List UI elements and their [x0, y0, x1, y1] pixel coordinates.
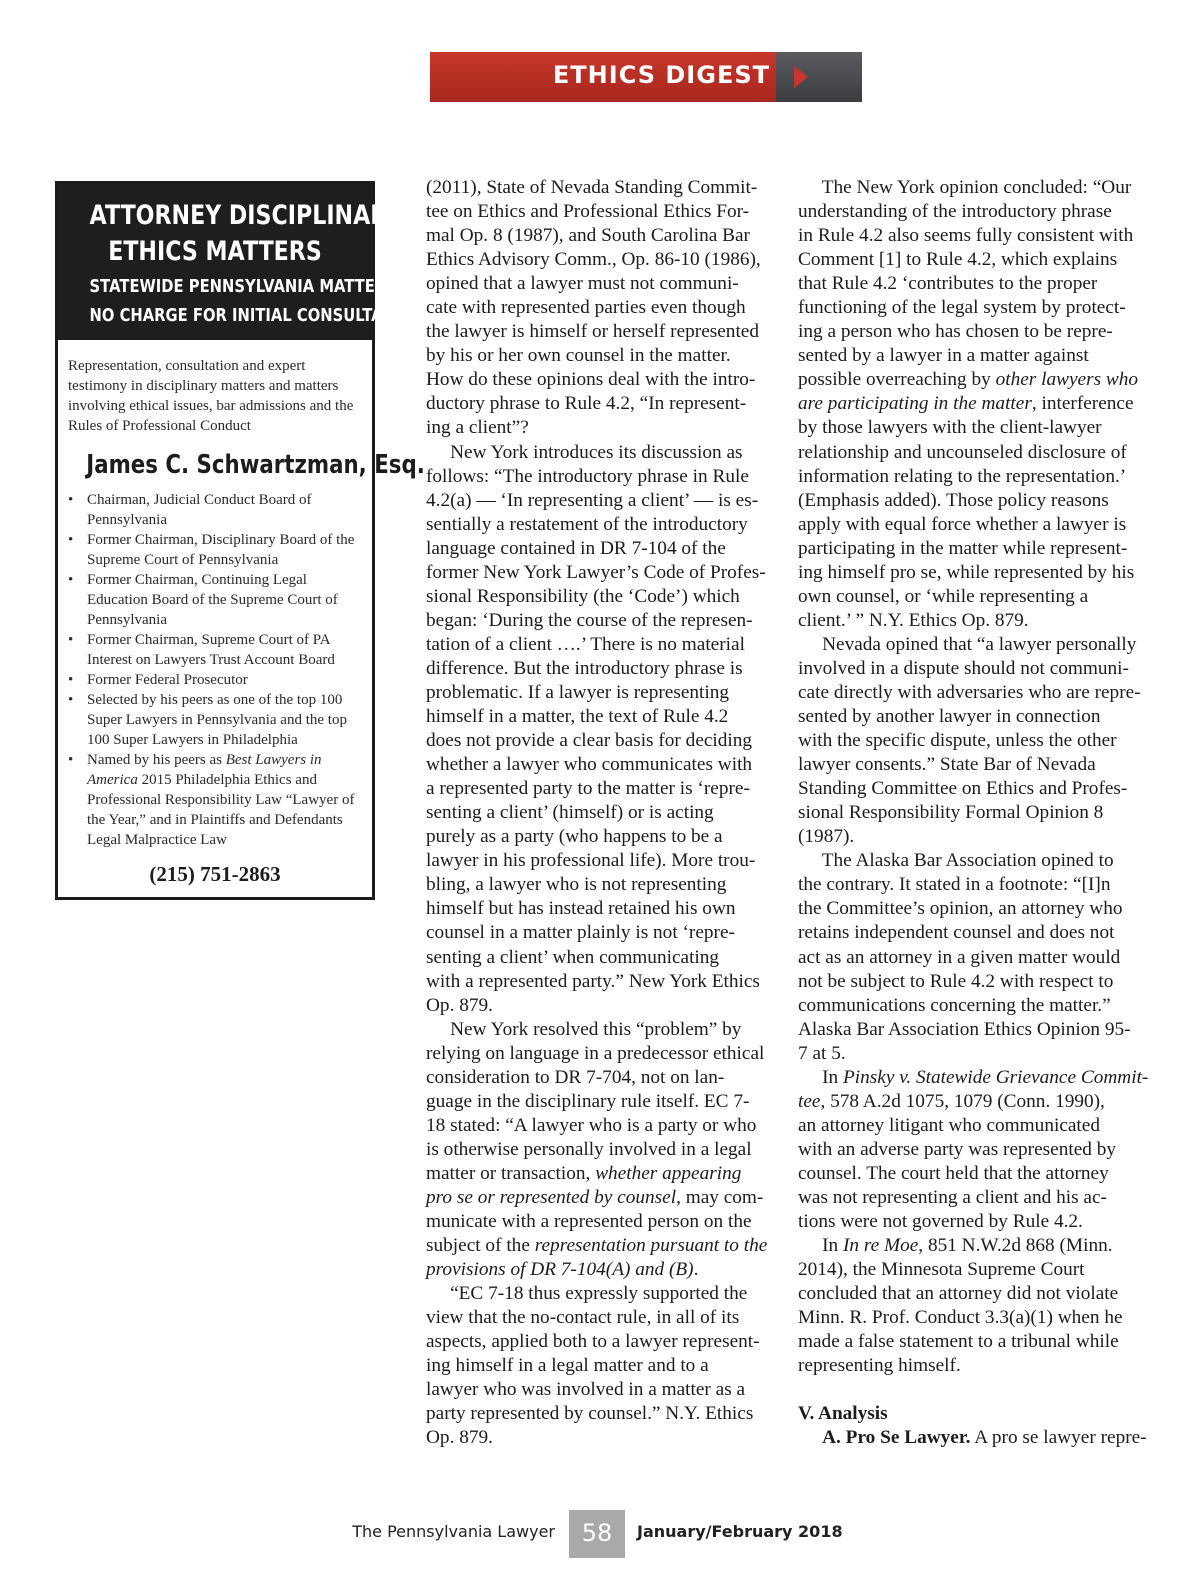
article-text: In [798, 1066, 843, 1088]
article-text: a represented party to the matter is ‘repre- [426, 778, 750, 800]
article-text: with the specific dispute, unless the other [798, 730, 1117, 752]
credential-item: • Former Chairman, Continuing Legal Education Board of the Supreme Court of Pennsylvania [68, 570, 364, 630]
article-text: Op. 879. [426, 994, 493, 1016]
article-line [798, 1018, 1140, 1042]
article-line [798, 777, 1140, 801]
article-text: follows: “The introductory phrase in Rule [426, 465, 749, 487]
article-line [426, 873, 764, 897]
article-text: Minn. R. Prof. Conduct 3.3(a)(1) when he [798, 1307, 1123, 1329]
article-line [426, 633, 764, 657]
article-line [798, 1090, 1140, 1114]
article-line [798, 873, 1140, 897]
article-text: Nevada opined that “a lawyer personally [798, 633, 1137, 655]
article-line [798, 537, 1140, 561]
article-text: apply with equal force whether a lawyer is [798, 513, 1127, 535]
article-text: matter or transaction, [426, 1162, 596, 1184]
credential-text: 2015 Philadelphia Ethics and Professional Responsibility Law “Lawyer of the Year,” and in Plaintiffs and Defendants Legal Malpractice Law [87, 772, 355, 848]
article-line [798, 657, 1140, 681]
article-text: How do these opinions deal with the intro- [426, 369, 756, 391]
article-text: . [693, 1259, 699, 1281]
article-line [798, 368, 1140, 392]
article-line [798, 513, 1140, 537]
article-text: sional Responsibility (the ‘Code’) which [426, 585, 740, 607]
article-text: cate directly with adversaries who are repre- [798, 681, 1141, 703]
article-text: sional Responsibility Formal Opinion 8 [798, 802, 1104, 824]
article-text: “EC 7-18 thus expressly supported the [426, 1283, 748, 1305]
article-text: understanding of the introductory phrase [798, 201, 1112, 223]
article-line [426, 296, 764, 320]
article-line [426, 585, 764, 609]
article-text: in Rule 4.2 also seems fully consistent with [798, 225, 1134, 247]
article-text: language contained in DR 7-104 of the [426, 537, 726, 559]
article-line [426, 1426, 764, 1450]
article-text: involved in a dispute should not communi- [798, 657, 1129, 679]
article-line [426, 537, 764, 561]
article-text: relationship and uncounseled disclosure of [798, 441, 1127, 463]
article-line [426, 200, 764, 224]
article-text: tee on Ethics and Professional Ethics For- [426, 201, 750, 223]
article-text: participating in the matter while represent- [798, 537, 1128, 559]
arrow-right-icon [794, 66, 808, 88]
article-text: ductory phrase to Rule 4.2, “In represent- [426, 393, 747, 415]
article-text: mal Op. 8 (1987), and South Carolina Bar [426, 225, 750, 247]
article-line [426, 465, 764, 489]
article-text: act as an attorney in a given matter would [798, 946, 1121, 968]
article-text: The New York opinion concluded: “Our [798, 177, 1132, 198]
article-line [798, 344, 1140, 368]
article-line [798, 1138, 1140, 1162]
article-text: information relating to the representation.’ [798, 465, 1127, 487]
article-text: problematic. If a lawyer is representing [426, 681, 730, 703]
article-text: , interference [1031, 393, 1134, 415]
article-line [426, 248, 764, 272]
article-text: ing a person who has chosen to be repre- [798, 321, 1113, 343]
article-text: functioning of the legal system by protect- [798, 297, 1126, 319]
article-line [798, 296, 1140, 320]
credential-italic: Best Lawyers in America [87, 752, 322, 788]
credential-item: • Selected by his peers as one of the top 100 Super Lawyers in Pennsylvania and the top 100 Super Lawyers in Philadelphia [68, 690, 364, 750]
article-line [798, 1210, 1140, 1234]
article-line [426, 368, 764, 392]
subsection-line [798, 1426, 1147, 1450]
article-line [798, 801, 1140, 825]
article-line [426, 705, 764, 729]
article-text: , may com- [676, 1186, 764, 1208]
ad-subheadline-2: NO CHARGE FOR INITIAL CONSULTATION [89, 305, 422, 326]
article-text: 18 stated: “A lawyer who is a party or who [426, 1114, 757, 1136]
article-text: New York introduces its discussion as [426, 441, 743, 463]
article-text: concluded that an attorney did not violate [798, 1283, 1119, 1305]
article-line [798, 1258, 1140, 1282]
article-text: Standing Committee on Ethics and Profes- [798, 778, 1128, 800]
article-line [798, 946, 1140, 970]
article-line [426, 729, 764, 753]
article-line [798, 1330, 1140, 1354]
ad-intro: Representation, consultation and expert testimony in disciplinary matters and matters involving ethical issues, bar admissions and the Rules of Professional Conduct [68, 358, 354, 434]
article-line [426, 1018, 764, 1042]
article-line [426, 970, 764, 994]
article-text: cate with represented parties even though [426, 297, 746, 319]
italic-text: provisions of DR 7-104(A) and (B) [426, 1259, 694, 1281]
article-text: former New York Lawyer’s Code of Profes- [426, 561, 766, 583]
article-text: with a represented party.” New York Ethics [426, 970, 760, 992]
italic-text: other lawyers who [995, 369, 1139, 391]
article-text: In [798, 1235, 843, 1257]
italic-text: Pinsky v. Statewide Grievance Commit- [842, 1066, 1149, 1088]
article-line [426, 344, 764, 368]
credential-item [68, 750, 364, 850]
article-text: bling, a lawyer who is not representing [426, 874, 727, 896]
article-text: senting a client’ (himself) or is acting [426, 802, 714, 824]
article-line [798, 561, 1140, 585]
issue-date: January/February 2018 [637, 1522, 843, 1541]
page-footer [0, 1510, 1200, 1558]
article-line [426, 176, 764, 200]
indent [798, 1427, 822, 1448]
article-line [426, 946, 764, 970]
article-line [798, 416, 1140, 440]
article-text: does not provide a clear basis for deciding [426, 730, 753, 752]
ad-headline-1: ATTORNEY DISCIPLINARY / [89, 200, 418, 231]
article-text: Comment [1] to Rule 4.2, which explains [798, 249, 1118, 271]
article-text: tation of a client ….’ There is no material [426, 633, 745, 655]
article-text: himself in a matter, the text of Rule 4.2 [426, 706, 729, 728]
article-line [426, 320, 764, 344]
section-heading: V. Analysis [798, 1403, 888, 1425]
attorney-advertisement [55, 181, 425, 900]
article-text: ing a client”? [426, 417, 529, 439]
article-text: Alaska Bar Association Ethics Opinion 95- [798, 1018, 1131, 1040]
article-line [798, 320, 1140, 344]
article-line [798, 729, 1140, 753]
article-text: 7 at 5. [798, 1042, 846, 1064]
article-line [426, 609, 764, 633]
article-line [798, 825, 1140, 849]
article-line [426, 1066, 764, 1090]
article-text: possible overreaching by [798, 369, 996, 391]
article-line [426, 1402, 764, 1426]
article-text: by those lawyers with the client-lawyer [798, 417, 1102, 439]
article-text: senting a client’ when communicating [426, 946, 720, 968]
article-text: own counsel, or ‘while representing a [798, 585, 1089, 607]
italic-text: representation pursuant to the [534, 1235, 768, 1257]
article-line [426, 489, 764, 513]
article-text: party represented by counsel.” N.Y. Ethics [426, 1403, 754, 1425]
article-text: The Alaska Bar Association opined to [798, 850, 1114, 872]
article-text: consideration to DR 7-704, not on lan- [426, 1066, 725, 1088]
article-line [798, 392, 1140, 416]
section-title: ETHICS DIGEST [552, 61, 770, 89]
article-text: whether a lawyer who communicates with [426, 754, 753, 776]
article-text: lawyer in his professional life). More trou- [426, 850, 756, 872]
article-text: Ethics Advisory Comm., Op. 86-10 (1986), [426, 249, 761, 271]
article-text: lawyer consents.” State Bar of Nevada [798, 754, 1096, 776]
article-line [426, 849, 764, 873]
article-line [798, 970, 1140, 994]
article-line [798, 1114, 1140, 1138]
article-line [798, 633, 1140, 657]
credentials-list [68, 490, 364, 850]
article-text: , 578 A.2d 1075, 1079 (Conn. 1990), [820, 1090, 1105, 1112]
article-text: was not representing a client and his ac- [798, 1186, 1107, 1208]
article-line [426, 416, 764, 440]
ad-headline-2: ETHICS MATTERS [108, 236, 322, 267]
article-line [798, 994, 1140, 1018]
article-text: purely as a party (who happens to be a [426, 826, 723, 848]
article-line [426, 513, 764, 537]
article-text: is otherwise personally involved in a legal [426, 1138, 752, 1160]
article-line [798, 705, 1140, 729]
article-line [798, 1042, 1140, 1066]
article-text: communications concerning the matter.” [798, 994, 1111, 1016]
subsection-label: A. Pro Se Lawyer. [822, 1427, 971, 1449]
article-text: subject of the [426, 1235, 535, 1257]
italic-text: tee [798, 1090, 821, 1112]
article-line [426, 1186, 764, 1210]
italic-text: pro se or represented by counsel [426, 1186, 677, 1208]
credential-item: • Former Federal Prosecutor [68, 670, 364, 690]
ad-subheadline-1: STATEWIDE PENNSYLVANIA MATTERS [89, 276, 397, 297]
subsection-text: A pro se lawyer repre- [970, 1427, 1147, 1449]
article-text: (2011), State of Nevada Standing Commit- [426, 177, 758, 198]
article-text: sentially a restatement of the introductory [426, 513, 748, 535]
article-line [798, 272, 1140, 296]
article-text: sented by another lawyer in connection [798, 706, 1101, 728]
article-line [798, 224, 1140, 248]
article-line [426, 825, 764, 849]
article-text: (1987). [798, 826, 855, 848]
article-line [426, 224, 764, 248]
article-line [426, 1330, 764, 1354]
article-line [426, 921, 764, 945]
article-text: began: ‘During the course of the represen- [426, 609, 753, 631]
article-text: ing himself pro se, while represented by his [798, 561, 1135, 583]
article-text: Op. 879. [426, 1427, 493, 1449]
article-line [798, 1162, 1140, 1186]
article-line [798, 897, 1140, 921]
italic-text: whether appearing [595, 1162, 742, 1184]
article-line [426, 1378, 764, 1402]
article-text: relying on language in a predecessor ethical [426, 1042, 765, 1064]
article-line [798, 176, 1140, 200]
article-text: the Committee’s opinion, an attorney who [798, 898, 1123, 920]
banner-dark-bar [776, 52, 862, 102]
article-text: 2014), the Minnesota Supreme Court [798, 1259, 1085, 1281]
article-line [426, 1162, 764, 1186]
article-text: counsel in a matter plainly is not ‘repre- [426, 922, 735, 944]
article-line [426, 681, 764, 705]
article-line [426, 994, 764, 1018]
credential-item: • Former Chairman, Supreme Court of PA Interest on Lawyers Trust Account Board [68, 630, 364, 670]
article-line [798, 465, 1140, 489]
article-line [426, 1090, 764, 1114]
article-text: with an adverse party was represented by [798, 1138, 1117, 1160]
article-line [798, 849, 1140, 873]
article-line [798, 609, 1140, 633]
attorney-name: James C. Schwartzman, Esq. [86, 450, 425, 480]
article-line [426, 272, 764, 296]
article-line [426, 897, 764, 921]
article-text: (Emphasis added). Those policy reasons [798, 489, 1109, 511]
article-line [426, 753, 764, 777]
article-text: lawyer who was involved in a matter as a [426, 1379, 746, 1401]
article-text: client.’ ” N.Y. Ethics Op. 879. [798, 609, 1029, 631]
article-text: guage in the disciplinary rule itself. EC 7- [426, 1090, 750, 1112]
ad-phone-number[interactable]: (215) 751-2863 [149, 862, 281, 886]
article-line [798, 248, 1140, 272]
section-banner [430, 52, 862, 102]
article-column-1 [426, 176, 768, 1450]
article-text: , 851 N.W.2d 868 (Minn. [918, 1235, 1113, 1257]
article-text: representing himself. [798, 1355, 961, 1377]
article-line [426, 1114, 764, 1138]
credential-item: • Chairman, Judicial Conduct Board of Pennsylvania [68, 490, 364, 530]
article-text: retains independent counsel and does not [798, 922, 1115, 944]
article-line [798, 921, 1140, 945]
article-text: himself but has instead retained his own [426, 898, 736, 920]
article-text: 4.2(a) — ‘In representing a client’ — is es- [426, 489, 759, 511]
italic-text: are participating in the matter [798, 393, 1032, 415]
article-line [798, 200, 1140, 224]
article-line [798, 753, 1140, 777]
article-line [798, 1354, 1140, 1378]
article-line [426, 1234, 768, 1258]
article-text: ing himself in a legal matter and to a [426, 1355, 709, 1377]
page-number: 58 [569, 1510, 625, 1558]
credential-text: Named by his peers as [87, 752, 226, 768]
article-line [798, 1306, 1140, 1330]
article-line [798, 441, 1140, 465]
article-line [426, 801, 764, 825]
article-text: made a false statement to a tribunal while [798, 1331, 1119, 1353]
article-line [798, 1186, 1140, 1210]
blank-line [798, 1378, 1140, 1402]
article-text: that Rule 4.2 ‘contributes to the proper [798, 273, 1098, 295]
article-line [798, 489, 1140, 513]
article-line [426, 1210, 764, 1234]
article-text: difference. But the introductory phrase is [426, 657, 743, 679]
article-text: an attorney litigant who communicated [798, 1114, 1100, 1136]
article-line [426, 392, 764, 416]
article-text: sented by a lawyer in a matter against [798, 345, 1089, 367]
article-line [798, 681, 1140, 705]
article-text: municate with a represented person on the [426, 1211, 752, 1233]
article-text: opined that a lawyer must not communi- [426, 273, 739, 295]
article-line [426, 1258, 764, 1282]
article-text: not be subject to Rule 4.2 with respect to [798, 970, 1114, 992]
article-line [426, 1282, 764, 1306]
article-text: tions were not governed by Rule 4.2. [798, 1211, 1083, 1233]
article-line [798, 1066, 1149, 1090]
article-line [426, 441, 764, 465]
article-line [426, 1306, 764, 1330]
publication-name: The Pennsylvania Lawyer [352, 1522, 555, 1541]
article-line [798, 1234, 1140, 1258]
italic-text: In re Moe [842, 1235, 919, 1257]
article-line [426, 777, 764, 801]
article-line [426, 657, 764, 681]
article-line [426, 1138, 764, 1162]
article-text: view that the no-contact rule, in all of its [426, 1307, 740, 1329]
article-line [426, 1042, 764, 1066]
article-text: the contrary. It stated in a footnote: “[I]n [798, 874, 1111, 896]
article-text: by his or her own counsel in the matter. [426, 345, 731, 367]
article-line [426, 561, 764, 585]
article-column-2 [798, 176, 1149, 1450]
article-text: counsel. The court held that the attorney [798, 1162, 1109, 1184]
article-line [798, 585, 1140, 609]
article-text: New York resolved this “problem” by [426, 1018, 742, 1040]
article-text: aspects, applied both to a lawyer represent- [426, 1331, 760, 1353]
article-line [426, 1354, 764, 1378]
article-line [798, 1282, 1140, 1306]
credential-item: • Former Chairman, Disciplinary Board of the Supreme Court of Pennsylvania [68, 530, 364, 570]
article-text: the lawyer is himself or herself represented [426, 321, 760, 343]
ad-header [58, 184, 422, 340]
